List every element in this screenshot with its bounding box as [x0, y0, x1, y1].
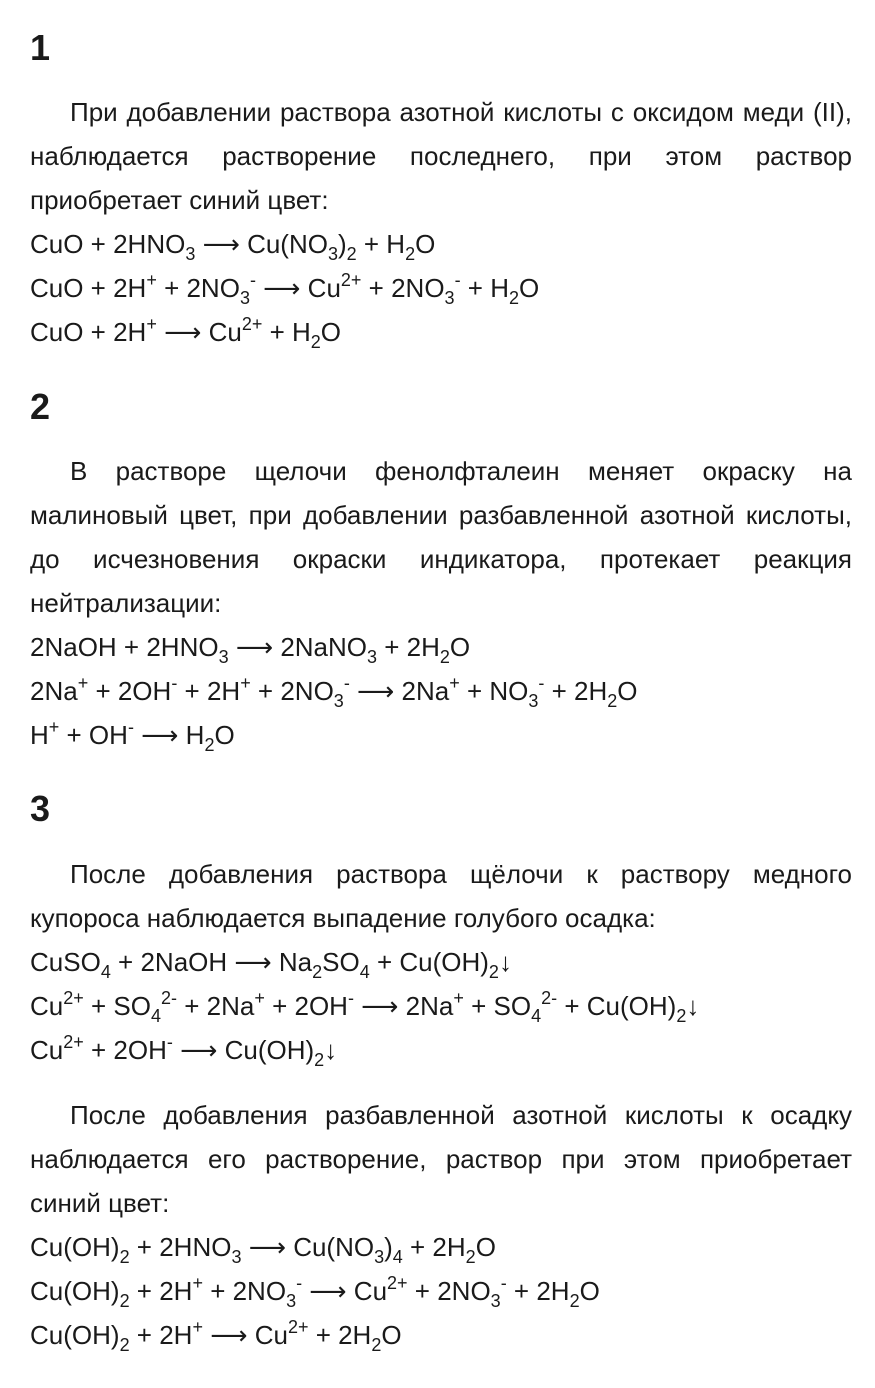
chemical-equation: $Cu^{2+} + SO_4^{2-} + 2Na^+ + 2OH^-$ ⟶ $2Na^+ + SO_4^{2-}$ + $Cu(OH)_2↓$: [30, 988, 700, 1026]
section-number: 1: [30, 27, 51, 68]
chemical-equation: 2NaOH + $2HNO_3$ ⟶ 2NaNO$_3$ + $2H_2O$: [30, 632, 471, 667]
chemical-equation: $Cu^{2+} + 2OH^-$ ⟶ $Cu(OH)_2↓$: [30, 1032, 338, 1070]
chemical-equation: $Cu(OH)_2 + 2HNO_3$ ⟶ $Cu(NO_3)_4 + 2H_2O$: [30, 1232, 496, 1267]
section-paragraph: После добавления раствора щёлочи к раствору медного купороса наблюдается выпадение голубого осадка:: [30, 859, 852, 933]
section-number: 2: [30, 386, 51, 427]
section-paragraph: При добавлении раствора азотной кислоты с оксидом меди (II), наблюдается растворение последнего, при этом раствор приобретает синий цвет:: [30, 97, 852, 215]
chemical-equation: CuSO$_4$ + 2NaOH ⟶ $Na_2SO_4$ + $Cu(OH)_2↓$: [30, 947, 512, 982]
chemical-equation: H+ + OH- ⟶ $H_2O$: [30, 717, 235, 755]
section-number: 3: [30, 788, 51, 829]
section-paragraph: В растворе щелочи фенолфталеин меняет окраску на малиновый цвет, при добавлении разбавленной азотной кислоты, до исчезновения окраски индикатора, протекает реакция нейтрализации:: [30, 456, 852, 618]
chemical-equation: $Cu(OH)_2 + 2H^+ + 2NO_3^-$ ⟶ $Cu^{2+} + 2NO_3^- + 2H_2O$: [30, 1273, 600, 1311]
chemical-equation: CuO + $2HNO_3$ ⟶ $Cu(NO_3)_2 + H_2O$: [30, 229, 436, 264]
section-paragraph-2: После добавления разбавленной азотной кислоты к осадку наблюдается его растворение, раствор при этом приобретает синий цвет:: [30, 1100, 852, 1218]
chemical-equation: $2Na^+ + 2OH^- + 2H^+ + 2NO_3^-$ ⟶ $2Na^+ + NO_3^- + 2H_2O$: [30, 673, 638, 711]
chemical-equation: CuO + $2H^+ + 2NO_3^-$ ⟶ $Cu^{2+} + 2NO_3^- + H_2O$: [30, 270, 540, 308]
chemical-equation: CuO + 2H+ ⟶ $Cu^{2+} + H_2O$: [30, 314, 342, 352]
chemical-equation: $Cu(OH)_2 + 2H^+$ ⟶ $Cu^{2+} + 2H_2O$: [30, 1317, 402, 1355]
